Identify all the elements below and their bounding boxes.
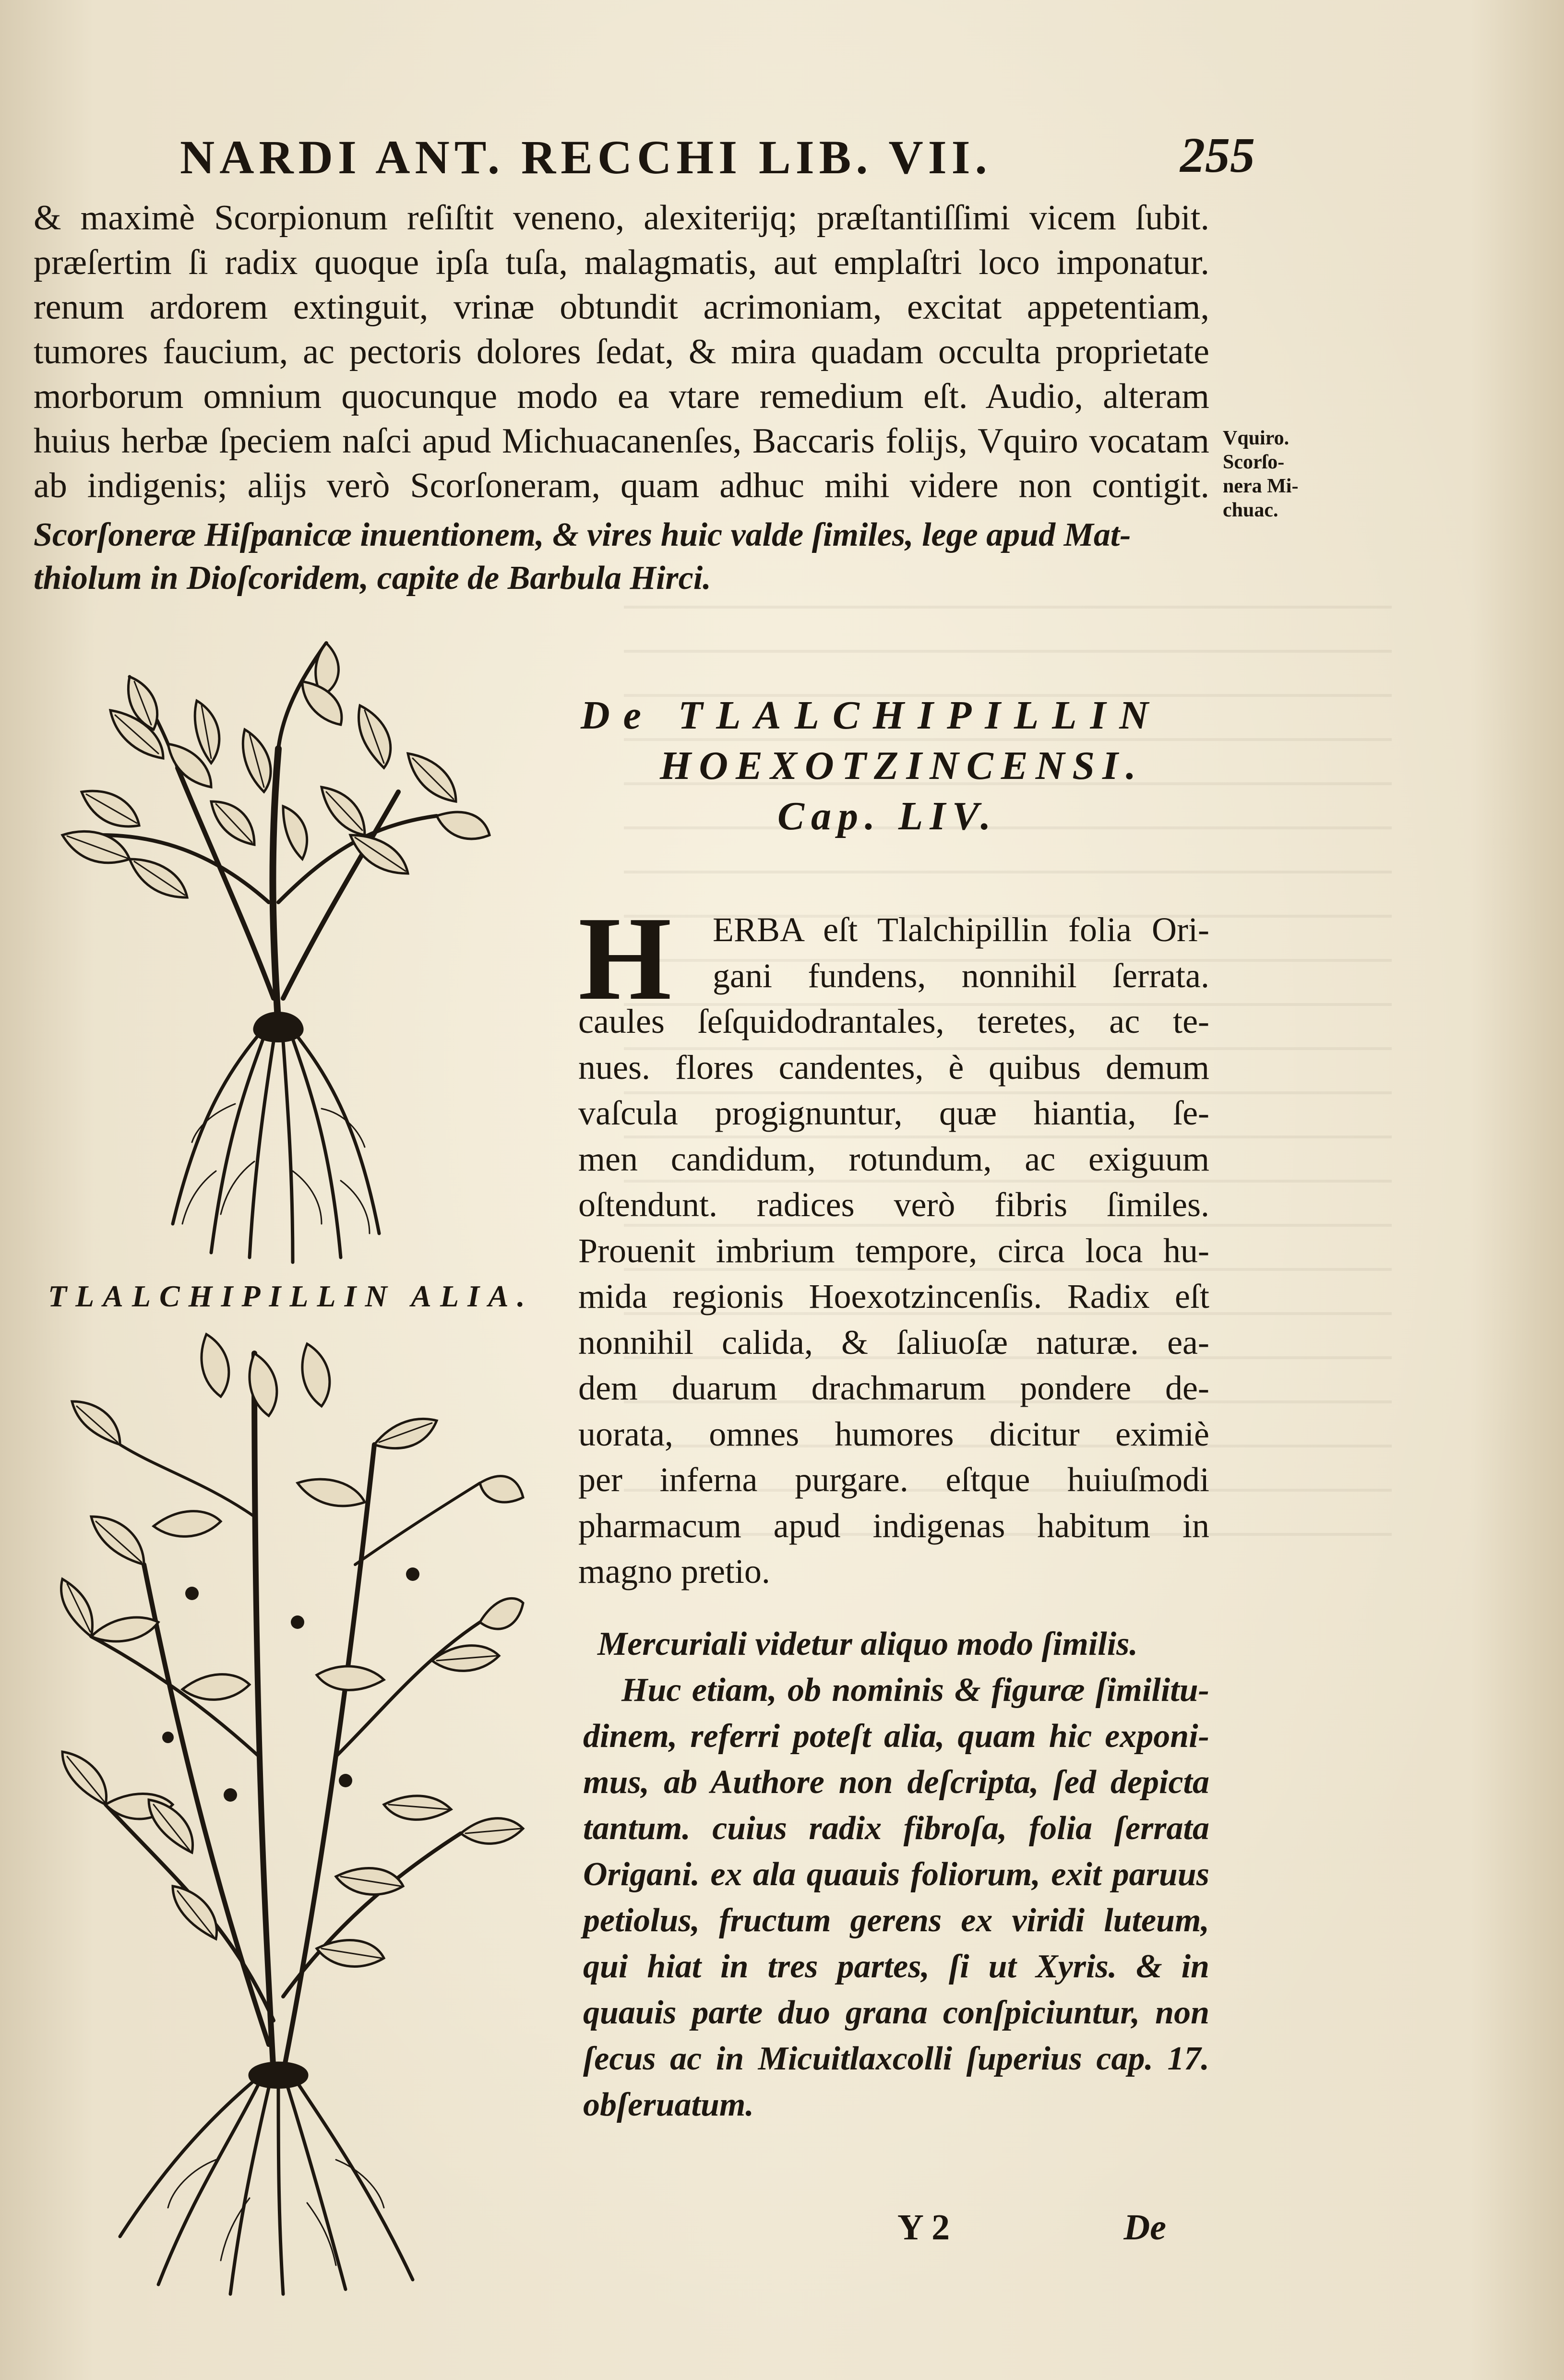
chapter-title-line-2: HOEXOTZINCENSI. bbox=[660, 743, 1144, 788]
commentary-line: obſeruatum. bbox=[583, 2086, 754, 2123]
catchword: De bbox=[1123, 2207, 1166, 2248]
text-line: caules ſeſquidodrantales, teretes, ac te- bbox=[578, 1002, 1209, 1041]
text-line: ERBA eſt Tlalchipillin folia Ori- bbox=[713, 910, 1209, 949]
commentary-line: ſecus ac in Micuitlaxcolli ſuperius cap. 17. bbox=[583, 2040, 1209, 2077]
commentary-line: dinem, referri poteſt alia, quam hic exponi- bbox=[583, 1718, 1209, 1755]
text-line: & maximè Scorpionum reſiſtit veneno, alexiterijq; præſtantiſſimi vicem ſubit. bbox=[34, 198, 1209, 238]
text-line: vaſcula progignuntur, quæ hiantia, ſe- bbox=[578, 1094, 1209, 1132]
commentary-line: Huc etiam, ob nominis & figuræ ſimilitu- bbox=[621, 1672, 1209, 1709]
annotation-line: thiolum in Dioſcoridem, capite de Barbula Hirci. bbox=[34, 560, 711, 597]
second-figure-caption: TLALCHIPILLIN ALIA. bbox=[48, 1279, 534, 1313]
text-line: pharmacum apud indigenas habitum in bbox=[578, 1506, 1209, 1545]
text-line: mida regionis Hoexotzincenſis. Radix eſt bbox=[578, 1277, 1209, 1316]
woodcut-tlalchipillin bbox=[53, 634, 494, 1267]
text-line: magno pretio. bbox=[578, 1552, 770, 1591]
signature-mark: Y 2 bbox=[897, 2207, 950, 2248]
text-line: Prouenit imbrium tempore, circa loca hu- bbox=[578, 1231, 1209, 1270]
margin-note-line: nera Mi- bbox=[1223, 475, 1299, 497]
commentary bbox=[583, 1621, 1209, 2128]
text-line: dem duarum drachmarum pondere de- bbox=[578, 1369, 1209, 1407]
chapter-title-line-1: De TLALCHIPILLIN bbox=[581, 693, 1162, 738]
commentary-line: petiolus, fructum gerens ex viridi luteum, bbox=[583, 1902, 1209, 1939]
text-line: oſtendunt. radices verò fibris ſimiles. bbox=[578, 1185, 1209, 1224]
text-line: huius herbæ ſpeciem naſci apud Michuacanenſes, Baccaris folijs, Vquiro vocatam bbox=[34, 421, 1209, 461]
text-line: ab indigenis; alijs verò Scorſoneram, quam adhuc mihi videre non contigit. bbox=[34, 466, 1209, 505]
text-line: nonnihil calida, & ſaliuoſæ naturæ. ea- bbox=[578, 1323, 1209, 1362]
margin-note-line: Scorſo- bbox=[1223, 451, 1285, 473]
page-footer bbox=[897, 2207, 1166, 2255]
text-line: gani fundens, nonnihil ſerrata. bbox=[713, 956, 1209, 995]
text-line: per inferna purgare. eſtque huiuſmodi bbox=[578, 1460, 1209, 1499]
commentary-line: tantum. cuius radix fibroſa, folia ſerrata bbox=[583, 1810, 1209, 1847]
drop-cap: H bbox=[578, 892, 672, 1025]
commentary-line: Mercuriali videtur aliquo modo ſimilis. bbox=[597, 1626, 1138, 1662]
chapter-number: Cap. LIV. bbox=[777, 794, 998, 838]
margin-note bbox=[1223, 426, 1328, 522]
running-head bbox=[180, 130, 1255, 182]
text-line: uorata, omnes humores dicitur eximiè bbox=[578, 1414, 1209, 1453]
top-annotation bbox=[34, 514, 1209, 600]
annotation-line: Scorſoneræ Hiſpanicæ inuentionem, & vires huic valde ſimiles, lege apud Mat- bbox=[34, 516, 1131, 553]
text-line: renum ardorem extinguit, vrinæ obtundit acrimoniam, excitat appetentiam, bbox=[34, 287, 1209, 327]
commentary-line: Origani. ex ala quauis foliorum, exit paruus bbox=[583, 1856, 1209, 1893]
woodcut-tlalchipillin-alia bbox=[48, 1325, 528, 2299]
text-line: tumores faucium, ac pectoris dolores ſedat, & mira quadam occulta proprietate bbox=[34, 332, 1209, 371]
page-number: 255 bbox=[1180, 128, 1255, 183]
text-line: præſertim ſi radix quoque ipſa tuſa, malagmatis, aut emplaſtri loco imponatur. bbox=[34, 243, 1209, 282]
commentary-line: mus, ab Authore non deſcripta, ſed depicta bbox=[583, 1764, 1209, 1801]
text-line: nues. flores candentes, è quibus demum bbox=[578, 1048, 1209, 1087]
commentary-line: quauis parte duo grana conſpiciuntur, non bbox=[583, 1994, 1209, 2031]
margin-note-line: Vquiro. bbox=[1223, 427, 1289, 449]
text-line: men candidum, rotundum, ac exiguum bbox=[578, 1139, 1209, 1178]
chapter-body bbox=[578, 892, 1209, 1595]
top-paragraph bbox=[34, 196, 1209, 508]
margin-note-line: chuac. bbox=[1223, 499, 1278, 521]
running-head-title: NARDI ANT. RECCHI LIB. VII. bbox=[180, 131, 992, 184]
commentary-line: qui hiat in tres partes, ſi ut Xyris. & in bbox=[583, 1948, 1209, 1985]
text-line: morborum omnium quocunque modo ea vtare remedium eſt. Audio, alteram bbox=[34, 377, 1209, 416]
